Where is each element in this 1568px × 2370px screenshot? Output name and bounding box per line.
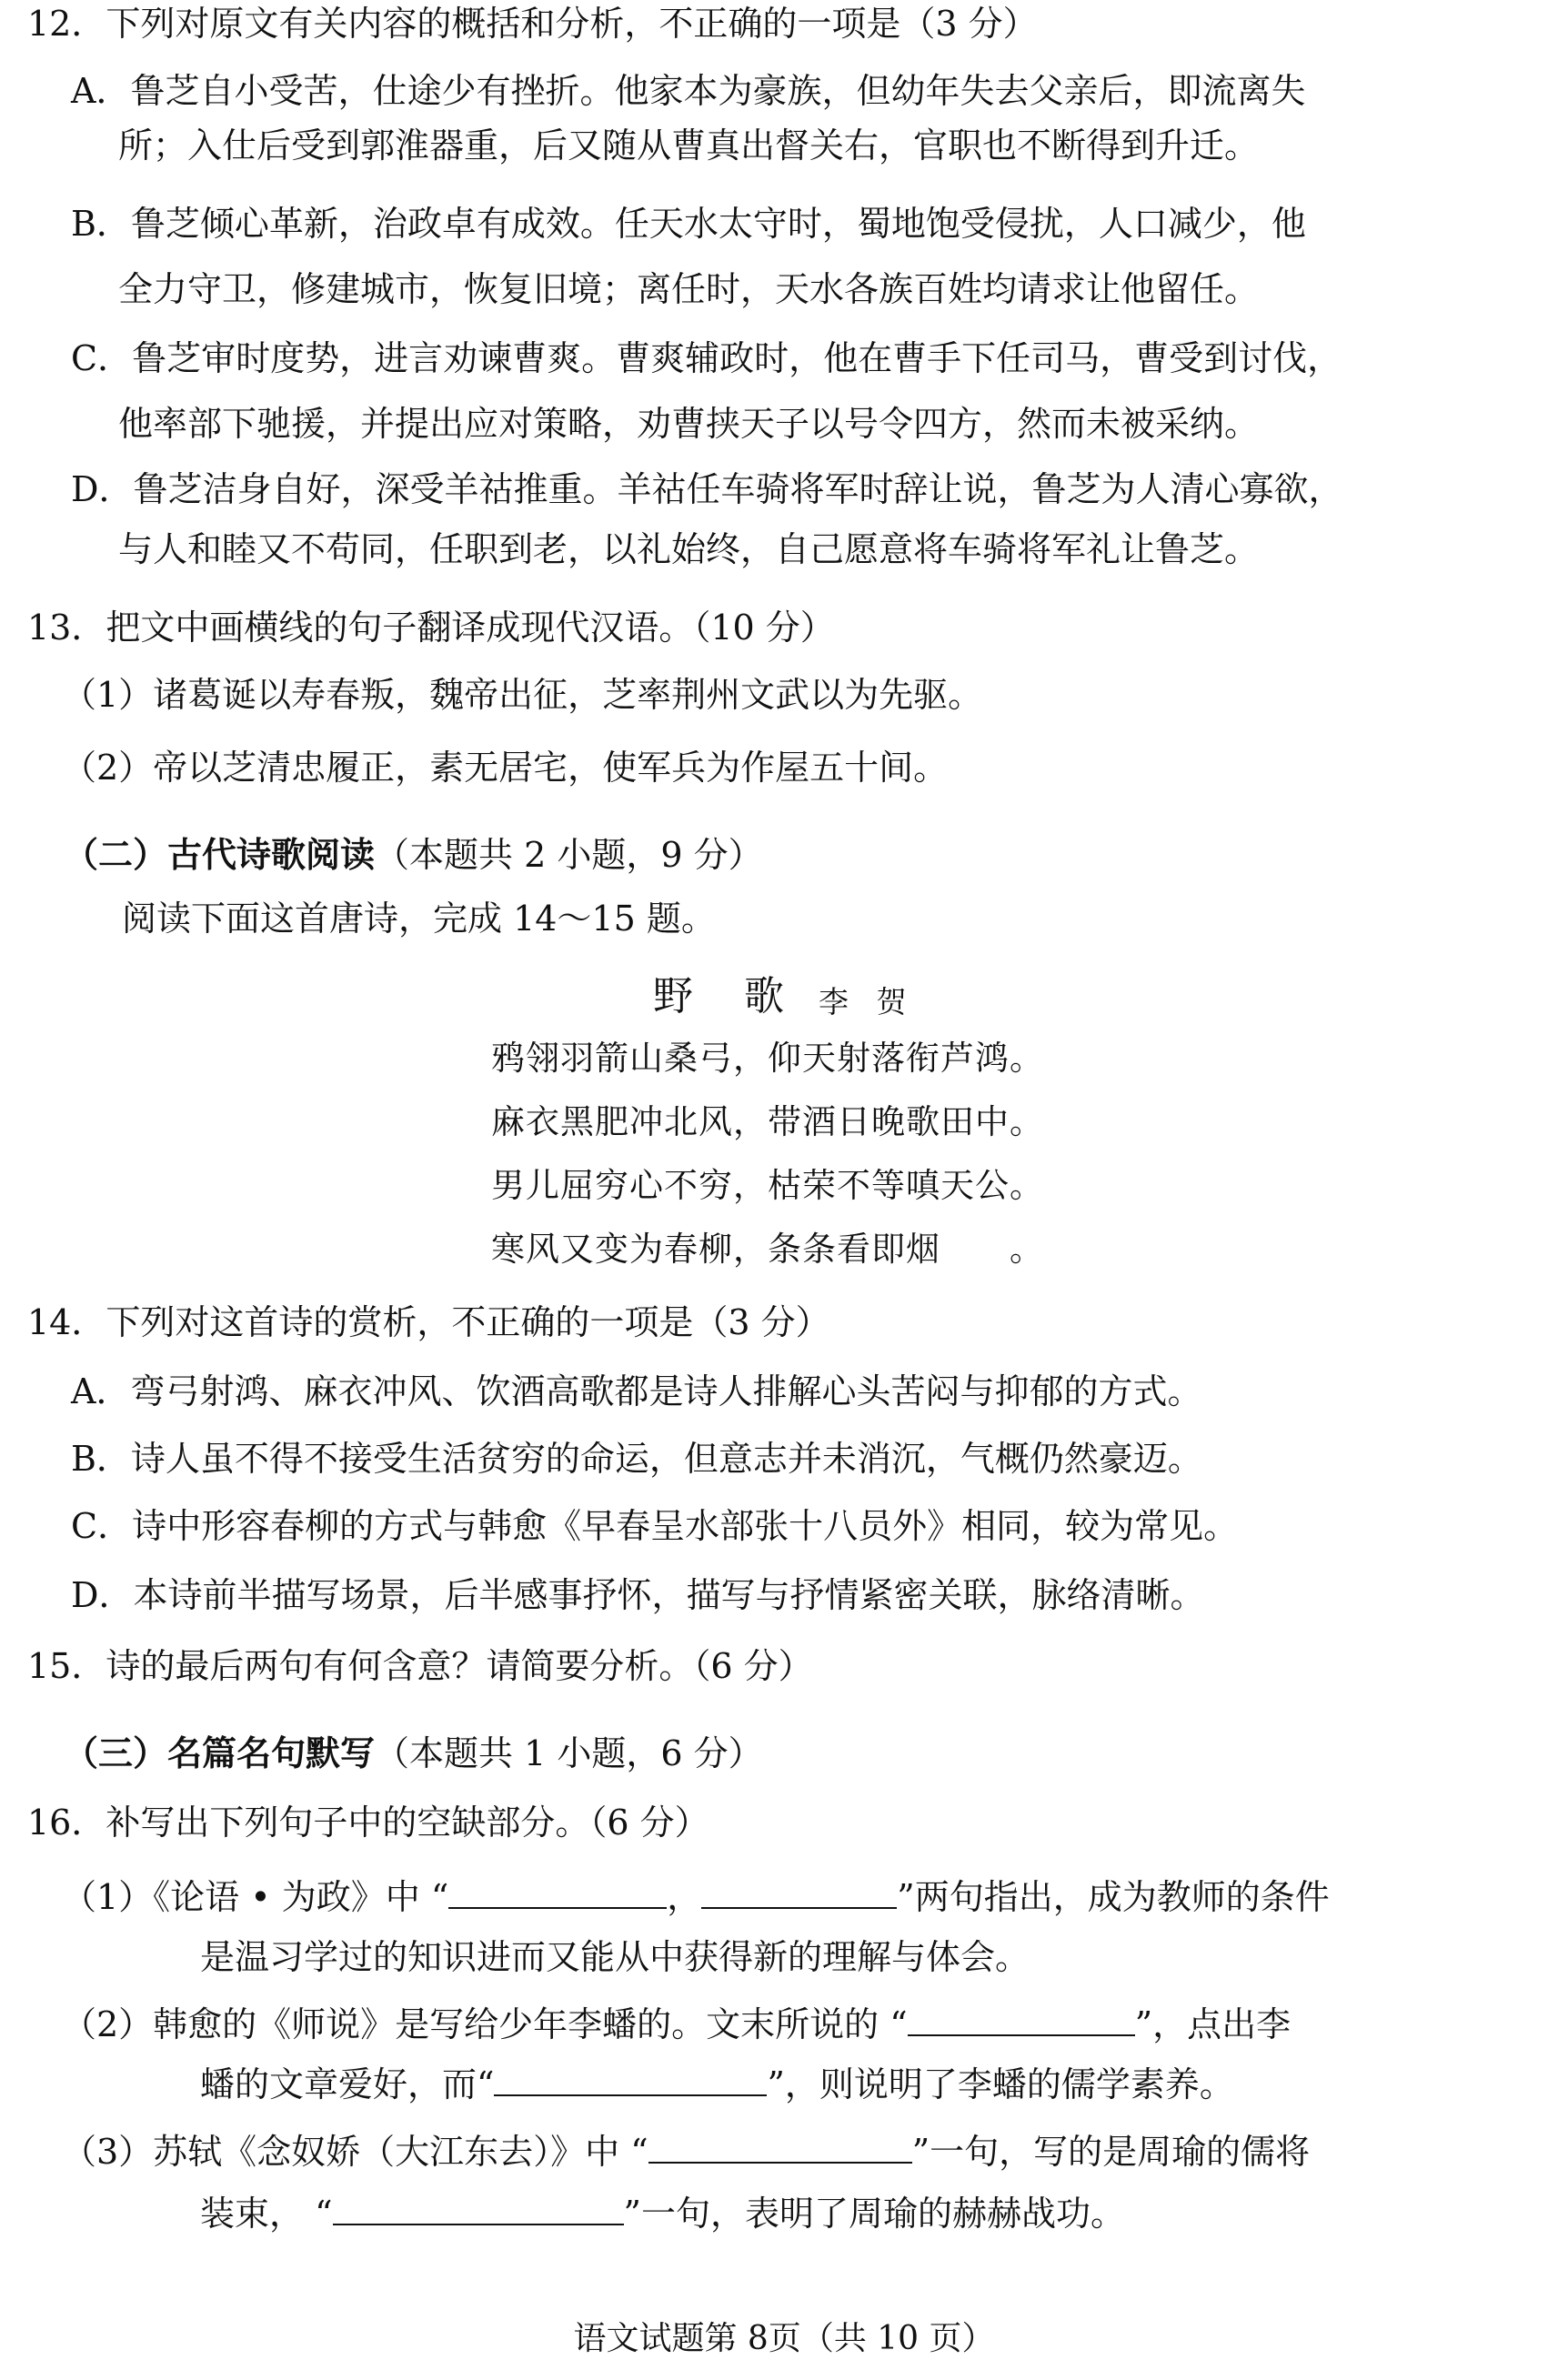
q16-part-2-line2	[200, 2063, 1234, 2106]
q14-option-b: B．诗人虽不得不接受生活贫穷的命运，但意志并未消沉，气概仍然豪迈。	[71, 1439, 1202, 1479]
fill-blank[interactable]	[648, 2131, 912, 2164]
section-2-intro: 阅读下面这首唐诗，完成 14～15 题。	[122, 899, 716, 939]
q16-part-2-text-b: ”，点出李	[1134, 2004, 1292, 2044]
q14-option-a: A．弯弓射鸿、麻衣冲风、饮酒高歌都是诗人排解心头苦闷与抑郁的方式。	[71, 1371, 1202, 1411]
q16-part-3-text-c: 装束， “	[200, 2194, 333, 2234]
q16-part-1-text-c: ”两句指出，成为教师的条件	[897, 1877, 1330, 1917]
q12-option-a-line1: A．鲁芝自小受苦，仕途少有挫折。他家本为豪族，但幼年失去父亲后，即流离失	[71, 71, 1306, 111]
q12-option-b-line1: B．鲁芝倾心革新，治政卓有成效。任天水太守时，蜀地饱受侵扰，人口减少，他	[71, 204, 1306, 244]
section-2-note: （本题共 2 小题，9 分）	[375, 835, 763, 875]
q16-part-3-line2	[200, 2192, 1125, 2235]
section-3-title: （三）名篇名句默写	[64, 1732, 376, 1773]
q13-sentence-1: （1）诸葛诞以寿春叛，魏帝出征，芝率荆州文武以为先驱。	[62, 675, 983, 715]
q16-part-3-text-a: （3）苏轼《念奴娇（大江东去）》中 “	[62, 2132, 648, 2172]
section-3-heading	[64, 1732, 763, 1775]
q12-option-b-line2: 全力守卫，修建城市，恢复旧境；离任时，天水各族百姓均请求让他留任。	[118, 269, 1260, 309]
q14-option-c: C．诗中形容春柳的方式与韩愈《早春呈水部张十八员外》相同，较为常见。	[71, 1506, 1239, 1546]
q14-stem: 14．下列对这首诗的赏析，不正确的一项是（3 分）	[27, 1302, 830, 1342]
q12-stem: 12．下列对原文有关内容的概括和分析，不正确的一项是（3 分）	[27, 4, 1038, 44]
q16-part-2-line1	[62, 2003, 1291, 2046]
section-2-heading	[64, 833, 763, 877]
q12-option-c-line1: C．鲁芝审时度势，进言劝谏曹爽。曹爽辅政时，他在曹手下任司马，曹受到讨伐，	[71, 338, 1342, 378]
poem-line-3: 男儿屈穷心不穷，枯荣不等嗔天公。	[491, 1166, 1044, 1205]
q14-option-d: D．本诗前半描写场景，后半感事抒怀，描写与抒情紧密关联，脉络清晰。	[71, 1575, 1205, 1615]
fill-blank[interactable]	[908, 2003, 1135, 2036]
fill-blank[interactable]	[494, 2064, 767, 2096]
q16-stem: 16．补写出下列句子中的空缺部分。（6 分）	[27, 1803, 709, 1843]
fill-blank[interactable]	[701, 1876, 897, 1909]
page-footer: 语文试题第 8页（共 10 页）	[573, 2320, 995, 2357]
q16-part-3-text-b: ”一句，写的是周瑜的儒将	[911, 2132, 1311, 2172]
fill-blank[interactable]	[448, 1876, 667, 1909]
q12-option-d-line2: 与人和睦又不苟同，任职到老，以礼始终，自己愿意将车骑将军礼让鲁芝。	[118, 529, 1260, 569]
poem-line-2: 麻衣黑肥冲北风，带酒日晚歌田中。	[491, 1102, 1044, 1141]
q12-option-a-line2: 所；入仕后受到郭淮器重，后又随从曹真出督关右，官职也不断得到升迁。	[118, 126, 1260, 166]
q16-part-1-line2: 是温习学过的知识进而又能从中获得新的理解与体会。	[200, 1937, 1030, 1977]
q12-option-d-line1: D．鲁芝洁身自好，深受羊祜推重。羊祜任车骑将军时辞让说，鲁芝为人清心寡欲，	[71, 469, 1343, 509]
q16-part-2-text-d: ”，则说明了李蟠的儒学素养。	[767, 2064, 1234, 2104]
q16-part-3-line1	[62, 2130, 1310, 2174]
q16-part-1-text-b: ，	[667, 1877, 702, 1917]
poem-author: 李 贺	[819, 984, 916, 1019]
q16-part-1-line1	[62, 1875, 1330, 1919]
q12-option-c-line2: 他率部下驰援，并提出应对策略，劝曹挟天子以号令四方，然而未被采纳。	[118, 404, 1260, 444]
poem-title: 野 歌	[653, 973, 789, 1019]
q13-stem: 13．把文中画横线的句子翻译成现代汉语。（10 分）	[27, 608, 835, 648]
section-2-title: （二）古代诗歌阅读	[64, 834, 376, 875]
section-3-note: （本题共 1 小题，6 分）	[375, 1733, 763, 1773]
q13-sentence-2: （2）帝以芝清忠履正，素无居宅，使军兵为作屋五十间。	[62, 748, 949, 788]
poem-line-1: 鸦翎羽箭山桑弓，仰天射落衔芦鸿。	[491, 1039, 1044, 1078]
q15-stem: 15．诗的最后两句有何含意？请简要分析。（6 分）	[27, 1646, 813, 1686]
q16-part-1-text-a: （1）《论语 • 为政》中 “	[62, 1877, 449, 1917]
q16-part-2-text-c: 蟠的文章爱好，而“	[200, 2064, 495, 2104]
fill-blank[interactable]	[333, 2193, 624, 2225]
poem-line-4: 寒风又变为春柳，条条看即烟 。	[491, 1230, 1044, 1269]
q16-part-2-text-a: （2）韩愈的《师说》是写给少年李蟠的。文末所说的 “	[62, 2004, 908, 2044]
q16-part-3-text-d: ”一句，表明了周瑜的赫赫战功。	[623, 2194, 1125, 2234]
